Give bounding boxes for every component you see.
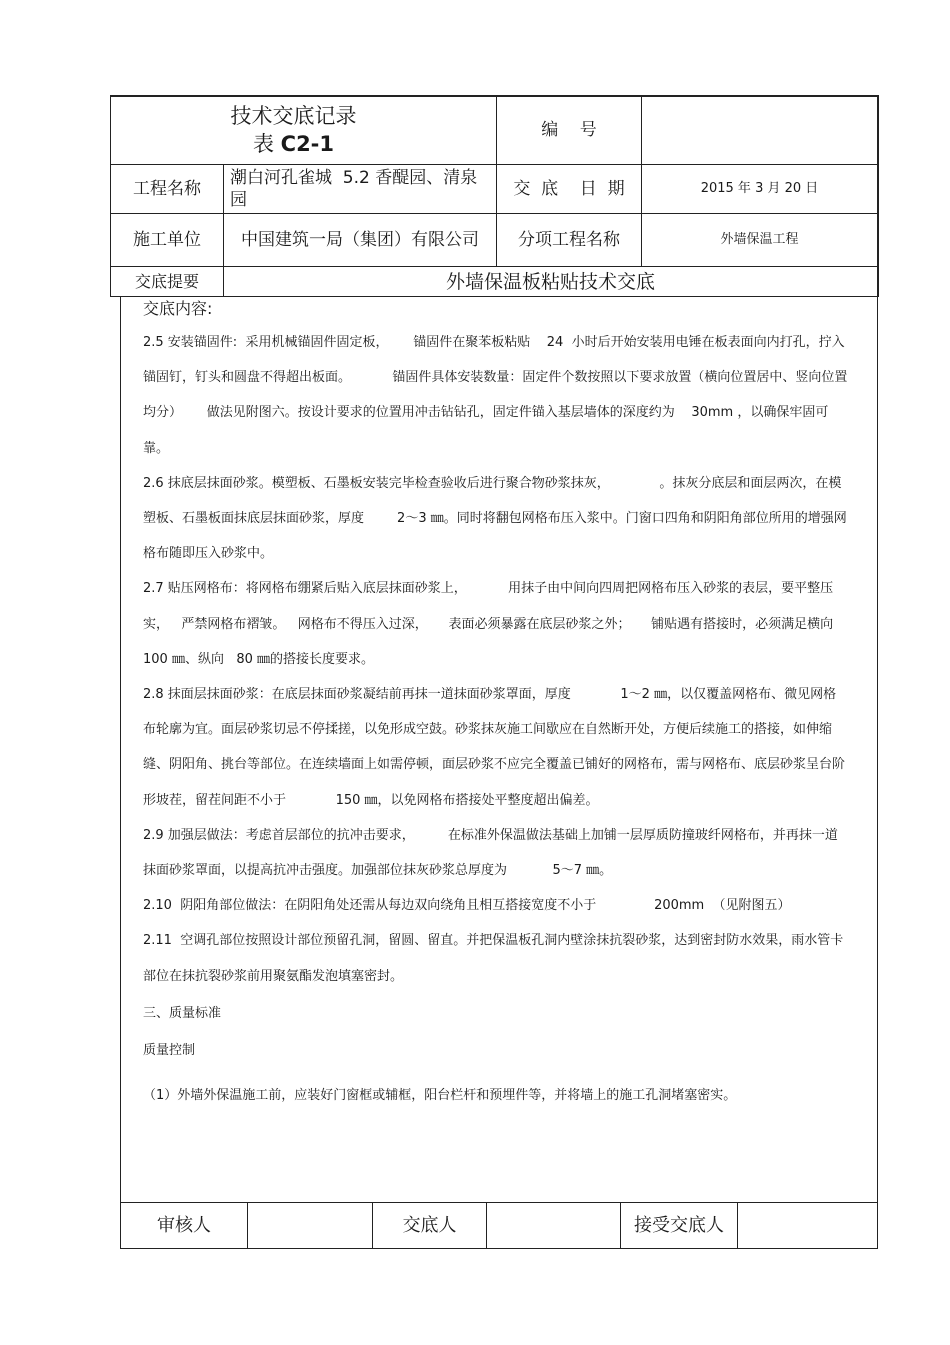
paragraph-2-5: 2.5 安装锚固件: 采用机械锚固件固定板， 锚固件在聚苯板粘贴 24 小时后开始安装用电锤在板表面向内打孔，拧入锚固钉，钉头和圆盘不得超出板面。 锚固件具体安装数量：固定件个数按照以下要求放置（横向位置居中、竖向位置均分） 做法见附图六。按设计要求的位置用冲击钻钻孔，固定件锚入基层墙体的深度约为 30mm ，以确保牢固可靠。 [143, 335, 848, 456]
subheading-quality-control: 质量控制 [143, 1043, 196, 1059]
form-code-prefix: 表 [252, 132, 274, 156]
subproject-label: 分项工程名称 [518, 230, 620, 250]
content-heading: 交底内容: [143, 299, 213, 318]
project-name-value: 潮白河孔雀城 5.2 香醍园、清泉园 [230, 168, 478, 210]
contractor-value: 中国建筑一局（集团）有限公司 [241, 230, 479, 250]
date-value: 2015 年 3 月 20 日 [700, 181, 819, 196]
receiver-label: 接受交底人 [634, 1214, 724, 1236]
project-name-label: 工程名称 [133, 179, 201, 199]
subproject-value: 外墙保温工程 [720, 232, 799, 247]
paragraph-2-6: 2.6 抹底层抹面砂浆。模塑板、石墨板安装完毕检查验收后进行聚合物砂浆抹灰， 。抹灰分底层和面层两次，在模塑板、石墨板面抹底层抹面砂浆，厚度 2～3 ㎜。同时将翻包网格布压入浆中。门窗口四角和阴阳角部位所用的增强网格布随即压入砂浆中。 [143, 475, 847, 562]
paragraph-2-7: 2.7 贴压网格布：将网格布绷紧后贴入底层抹面砂浆上， 用抹子由中间向四周把网格布压入砂浆的表层，要平整压实， 严禁网格布褶皱。 网格布不得压入过深， 表面必须暴露在底层砂浆之外； 铺贴遇有搭接时，必须满足横向 100 ㎜、纵向 80 ㎜的搭接长度要求。 [143, 581, 850, 667]
number-value [642, 96, 877, 164]
summary-label: 交底提要 [134, 271, 199, 291]
form-code-value: C2-1 [280, 132, 335, 156]
rule [877, 297, 878, 1249]
form-title-main: 技术交底记录 [230, 104, 357, 128]
paragraph-2-11: 2.11 空调孔部位按照设计部位预留孔洞，留圆、留直。并把保温板孔洞内壁涂抹抗裂砂浆，达到密封防水效果，雨水管卡部位在抹抗裂砂浆前用聚氨酯发泡填塞密封。 [143, 933, 844, 984]
paragraph-2-10: 2.10 阴阳角部位做法：在阴阳角处还需从每边双向绕角且相互搭接宽度不小于 200mm （见附图五） [143, 898, 791, 914]
presenter-label: 交底人 [402, 1214, 457, 1236]
reviewer-value [248, 1203, 372, 1248]
reviewer-label: 审核人 [157, 1214, 211, 1236]
form-code [253, 133, 334, 155]
content-body [143, 325, 848, 1113]
rule [877, 95, 879, 297]
receiver-value [738, 1203, 877, 1248]
section-heading-quality: 三、质量标准 [143, 1005, 222, 1021]
summary-value: 外墙保温板粘贴技术交底 [445, 270, 655, 293]
form-title [111, 96, 496, 164]
rule [120, 297, 121, 1249]
rule [120, 1248, 878, 1249]
contractor-label: 施工单位 [133, 230, 201, 250]
date-label: 交 底 日 期 [513, 179, 625, 199]
number-label: 编 号 [541, 120, 597, 140]
quality-item-1: （1）外墙外保温施工前，应装好门窗框或辅框，阳台栏杆和预埋件等，并将墙上的施工孔洞堵塞密实。 [143, 1088, 737, 1104]
paragraph-2-8: 2.8 抹面层抹面砂浆：在底层抹面砂浆凝结前再抹一道抹面砂浆罩面，厚度 1～2 ㎜，以仅覆盖网格布、微见网格布轮廓为宜。面层砂浆切忌不停揉搓，以免形成空鼓。砂浆抹灰施工间歇应在自然断开处，方便后续施工的搭接，如伸缩缝、阴阳角、挑台等部位。在连续墙面上如需停顿，面层砂浆不应完全覆盖已铺好的网格布，需与网格布、底层砂浆呈台阶形坡茬，留茬间距不小于 150 ㎜，以免网格布搭接处平整度超出偏差。 [143, 687, 846, 808]
rule [110, 296, 878, 297]
presenter-value [487, 1203, 620, 1248]
paragraph-2-9: 2.9 加强层做法：考虑首层部位的抗冲击要求， 在标准外保温做法基础上加铺一层厚质防撞玻纤网格布，并再抹一道抹面砂浆罩面，以提高抗冲击强度。加强部位抹灰砂浆总厚度为 5～7 ㎜。 [143, 827, 838, 879]
